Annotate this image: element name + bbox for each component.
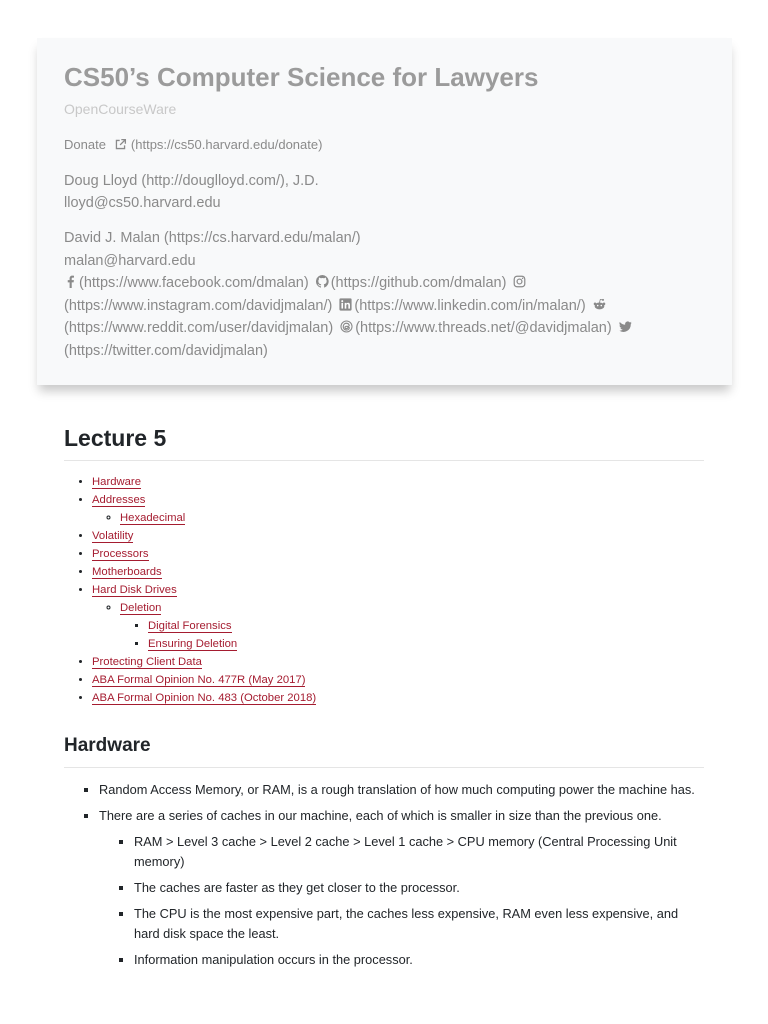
toc-item [92,581,704,653]
github-icon[interactable] [316,275,329,288]
instagram-icon[interactable] [513,275,526,288]
author-david-malan [64,227,705,362]
table-of-contents [64,473,704,707]
reddit-icon[interactable] [593,298,606,311]
external-link-icon [114,138,127,151]
author1-name[interactable]: Doug Lloyd (http://douglloyd.com/), J.D. [64,173,319,189]
site-header [37,38,732,385]
threads-link[interactable]: (https://www.threads.net/@davidjmalan) [355,320,612,336]
toc-link-processors[interactable]: Processors [92,548,149,560]
donate-url: (https://cs50.harvard.edu/donate) [130,137,323,152]
hardware-notes [64,780,704,970]
main-content [64,420,704,976]
toc-link-protecting-client-data[interactable]: Protecting Client Data [92,656,202,668]
toc-link-deletion[interactable]: Deletion [120,602,162,614]
toc-item [92,563,704,581]
toc-item [92,545,704,563]
toc-link-digital-forensics[interactable]: Digital Forensics [148,620,232,632]
toc-link-aba-483[interactable]: ABA Formal Opinion No. 483 (October 2018) [92,692,317,704]
author2-name[interactable]: David J. Malan (https://cs.harvard.edu/malan/) [64,230,361,246]
linkedin-link[interactable]: (https://www.linkedin.com/in/malan/) [354,297,586,314]
linkedin-icon[interactable] [339,298,352,311]
list-item: ▪ Random Access Memory, or RAM, is a rough translation of how much computing power the machine has. [99,780,704,800]
threads-icon[interactable] [340,320,353,333]
toc-link-hexadecimal[interactable]: Hexadecimal [120,512,186,524]
list-item: ▪ The CPU is the most expensive part, the caches less expensive, RAM even less expensive, and hard disk space the least. [134,904,704,944]
toc-item [92,527,704,545]
toc-item [148,635,704,653]
toc-item [92,671,704,689]
toc-item [92,653,704,671]
toc-item [148,617,704,635]
section-title-hardware: Hardware [64,731,704,768]
toc-link-ensuring-deletion[interactable]: Ensuring Deletion [148,638,238,650]
lecture-title: Lecture 5 [64,420,704,461]
sub-list [99,832,704,970]
toc-item [92,689,704,707]
donate-line [64,136,705,153]
donate-link[interactable]: Donate [64,137,106,152]
author-doug-lloyd [64,170,705,214]
toc-item [92,473,704,491]
toc-item [120,509,704,527]
list-item-text: There are a series of caches in our machine, each of which is smaller in size than the previous one. [99,808,662,823]
reddit-link[interactable]: (https://www.reddit.com/user/davidjmalan) [64,320,334,336]
list-item: ▪ Information manipulation occurs in the processor. [134,950,704,970]
site-subtitle[interactable]: OpenCourseWare [64,101,177,117]
list-item: ▪ The caches are faster as they get closer to the processor. [134,878,704,898]
author2-email[interactable]: malan@harvard.edu [64,252,196,269]
list-item [99,806,704,970]
facebook-link[interactable]: (https://www.facebook.com/dmalan) [79,275,309,291]
twitter-link[interactable]: (https://twitter.com/davidjmalan) [64,342,268,359]
instagram-link[interactable]: (https://www.instagram.com/davidjmalan/) [64,297,333,314]
author1-email[interactable]: lloyd@cs50.harvard.edu [64,195,221,211]
site-title[interactable]: CS50’s Computer Science for Lawyers [64,62,539,92]
list-item: ▪ RAM > Level 3 cache > Level 2 cache > Level 1 cache > CPU memory (Central Processing Unit memory) [134,832,704,872]
toc-link-addresses[interactable]: Addresses [92,494,146,506]
toc-item [92,491,704,527]
twitter-icon[interactable] [619,320,632,333]
social-links [64,272,705,362]
toc-link-hardware[interactable]: Hardware [92,476,141,488]
toc-link-motherboards[interactable]: Motherboards [92,566,162,578]
toc-link-volatility[interactable]: Volatility [92,530,134,542]
github-link[interactable]: (https://github.com/dmalan) [330,275,507,291]
facebook-icon[interactable] [64,275,77,288]
toc-link-aba-477r[interactable]: ABA Formal Opinion No. 477R (May 2017) [92,674,306,686]
toc-link-hard-disk-drives[interactable]: Hard Disk Drives [92,584,177,596]
toc-item [120,599,704,653]
